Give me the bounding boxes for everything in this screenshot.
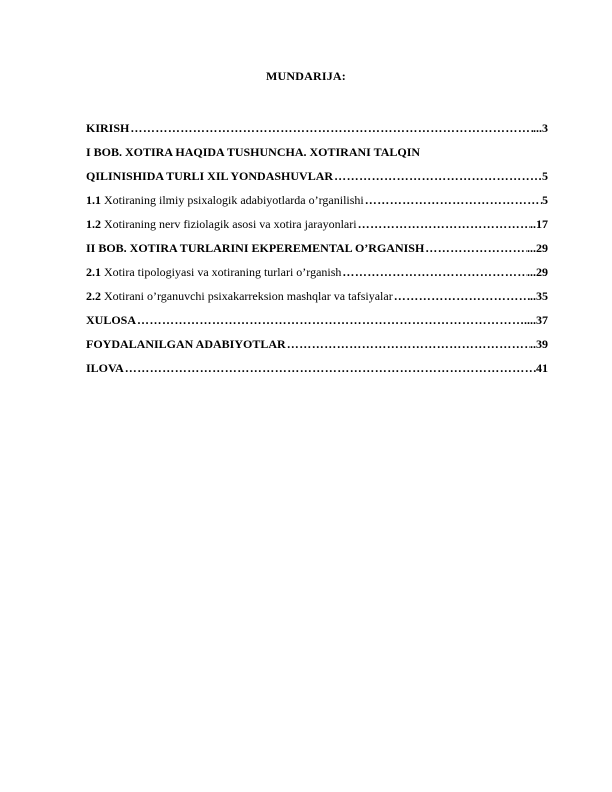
toc-dot-leader bbox=[393, 284, 530, 308]
toc-entry-chapter-2 bbox=[86, 236, 548, 260]
toc-entry-page: 41 bbox=[536, 361, 548, 375]
toc-dot-leader bbox=[424, 236, 527, 260]
toc-entry-1-2 bbox=[86, 212, 548, 236]
toc-dot-leader bbox=[286, 332, 530, 356]
toc-dot-leader bbox=[357, 212, 530, 236]
toc-entry-page: ..39 bbox=[530, 337, 548, 351]
toc-entry-kirish bbox=[86, 116, 548, 140]
toc-entry-page: …5 bbox=[530, 169, 548, 183]
toc-entry-chapter-1-line-2 bbox=[86, 164, 548, 188]
toc-entry-number: 1.2 bbox=[86, 217, 101, 231]
toc-entry-number: 1.1 bbox=[86, 193, 101, 207]
toc-entry-label bbox=[86, 260, 341, 284]
toc-entry-text: Xotiraning nerv fiziolagik asosi va xotira jarayonlari bbox=[101, 217, 357, 231]
toc-entry-text: Xotirani o’rganuvchi psixakarreksion mashqlar va tafsiyalar bbox=[101, 289, 393, 303]
toc-entry-text: Xotira tipologiyasi va xotiraning turlari o’rganish bbox=[101, 265, 342, 279]
toc-title: MUNDARIJA: bbox=[266, 69, 346, 83]
toc-entry-label: KIRISH bbox=[86, 121, 130, 135]
table-of-contents bbox=[86, 116, 548, 380]
toc-entry-page: ...3 bbox=[533, 121, 548, 135]
toc-entry-xulosa bbox=[86, 308, 548, 332]
toc-dot-leader bbox=[333, 164, 530, 188]
toc-entry-2-2 bbox=[86, 284, 548, 308]
toc-entry-label: II BOB. XOTIRA TURLARINI EKPEREMENTAL O’RGANISH bbox=[86, 241, 425, 255]
toc-entry-page: ...29 bbox=[527, 241, 548, 255]
toc-entry-adabiyotlar bbox=[86, 332, 548, 356]
toc-entry-chapter-1-line-1 bbox=[86, 140, 548, 164]
toc-entry-label: ILOVA bbox=[86, 361, 124, 375]
toc-entry-label: QILINISHIDA TURLI XIL YONDASHUVLAR bbox=[86, 169, 334, 183]
toc-dot-leader bbox=[341, 260, 527, 284]
toc-dot-leader bbox=[129, 116, 533, 140]
toc-entry-label: FOYDALANILGAN ADABIYOTLAR bbox=[86, 337, 286, 351]
toc-entry-label: I BOB. XOTIRA HAQIDA TUSHUNCHA. XOTIRANI TALQIN bbox=[86, 145, 421, 159]
toc-entry-page: 5 bbox=[542, 193, 548, 207]
toc-entry-page: ..17 bbox=[530, 217, 548, 231]
toc-entry-label: XULOSA bbox=[86, 313, 137, 327]
toc-entry-ilova bbox=[86, 356, 548, 380]
toc-entry-page: ..35 bbox=[530, 289, 548, 303]
toc-entry-label bbox=[86, 284, 393, 308]
toc-dot-leader bbox=[364, 188, 542, 212]
toc-entry-number: 2.1 bbox=[86, 265, 101, 279]
toc-entry-label bbox=[86, 212, 357, 236]
toc-entry-2-1 bbox=[86, 260, 548, 284]
toc-dot-leader bbox=[124, 356, 536, 380]
toc-entry-label bbox=[86, 188, 364, 212]
toc-entry-page: ....37 bbox=[524, 313, 548, 327]
toc-entry-1-1 bbox=[86, 188, 548, 212]
toc-dot-leader bbox=[136, 308, 524, 332]
toc-entry-page: ...29 bbox=[527, 265, 548, 279]
toc-entry-number: 2.2 bbox=[86, 289, 101, 303]
toc-entry-text: Xotiraning ilmiy psixalogik adabiyotlarda o’rganilishi bbox=[101, 193, 364, 207]
